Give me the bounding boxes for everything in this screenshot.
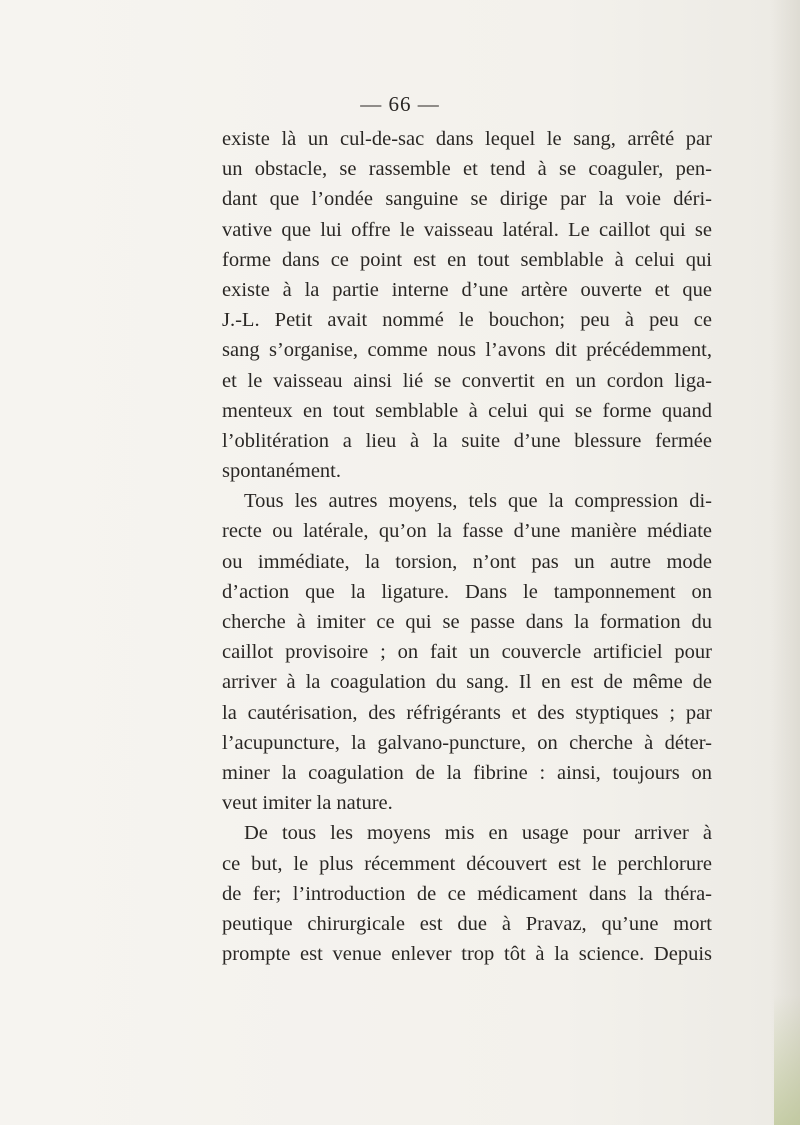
text-line: forme dans ce point est en tout semblable à celui qui [222,248,712,271]
page-edge-shadow [770,0,800,1125]
text-line: peutique chirurgicale est due à Pravaz, qu’une mort [222,912,712,935]
body-text [222,124,712,969]
text-line: ce but, le plus récemment découvert est le perchlorure [222,852,712,875]
text-line: caillot provisoire ; on fait un couvercle artificiel pour [222,641,712,664]
text-line: la cautérisation, des réfrigérants et des styptiques ; par [222,701,712,724]
text-line: ou immédiate, la torsion, n’ont pas un autre mode [222,550,712,573]
text-line: prompte est venue enlever trop tôt à la science. Depuis [222,943,712,966]
text-line: veut imiter la nature. [222,792,393,815]
page-edge-stain [774,995,800,1125]
text-line: miner la coagulation de la fibrine : ainsi, toujours on [222,761,712,784]
text-line: l’oblitération a lieu à la suite d’une blessure fermée [222,429,712,452]
text-line: d’action que la ligature. Dans le tamponnement on [222,580,712,603]
text-line: J.-L. Petit avait nommé le bouchon; peu à peu ce [222,309,712,332]
page-number: — 66 — [360,92,440,116]
text-line: existe là un cul-de-sac dans lequel le sang, arrêté par [222,128,712,150]
text-line: spontanément. [222,460,341,483]
text-line: et le vaisseau ainsi lié se convertit en un cordon liga- [222,369,712,392]
text-line: menteux en tout semblable à celui qui se forme quand [222,399,712,422]
text-line: Tous les autres moyens, tels que la compression di- [244,490,712,513]
text-line: arriver à la coagulation du sang. Il en est de même de [222,671,712,694]
text-line: sang s’organise, comme nous l’avons dit précédemment, [222,339,712,362]
text-line: cherche à imiter ce qui se passe dans la formation du [222,611,712,633]
text-line: De tous les moyens mis en usage pour arriver à [244,822,712,845]
text-line: un obstacle, se rassemble et tend à se coaguler, pen- [222,158,712,181]
text-line: de fer; l’introduction de ce médicament dans la théra- [222,882,712,905]
text-line: recte ou latérale, qu’on la fasse d’une manière médiate [222,520,712,543]
text-line: existe à la partie interne d’une artère ouverte et que [222,278,712,301]
text-line: l’acupuncture, la galvano-puncture, on cherche à déter- [222,731,712,754]
text-line: dant que l’ondée sanguine se dirige par la voie déri- [222,188,712,211]
text-line: vative que lui offre le vaisseau latéral. Le caillot qui se [222,218,712,241]
